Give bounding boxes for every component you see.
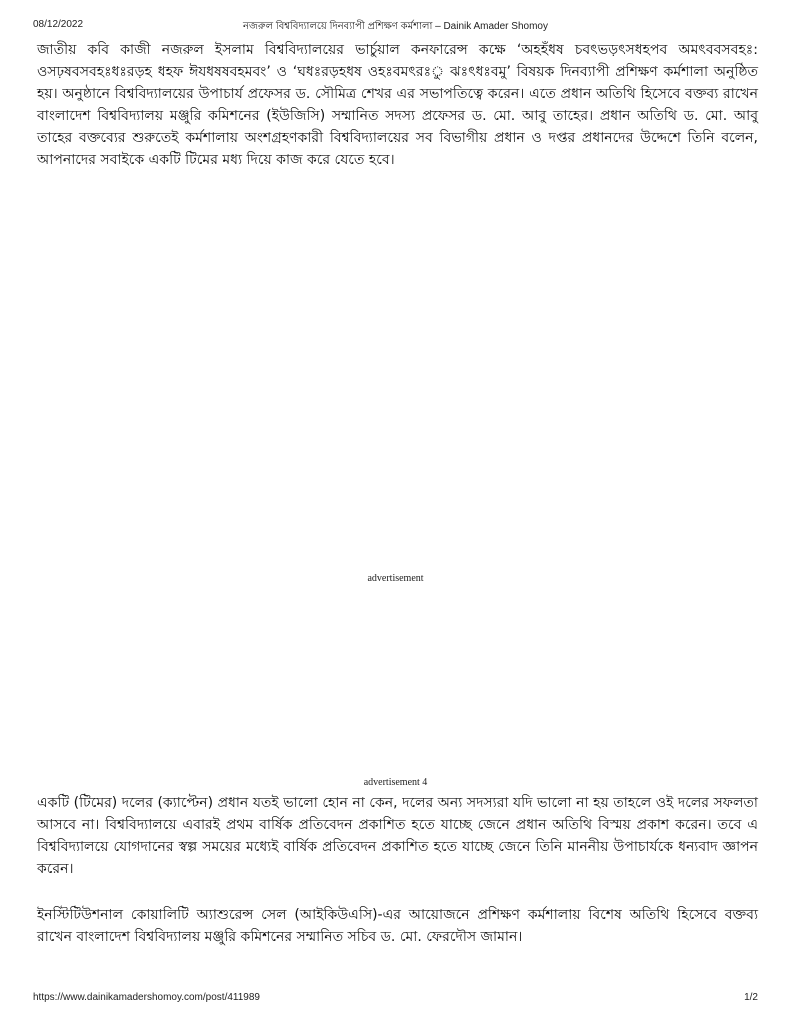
- advertisement-label: advertisement 4: [363, 777, 428, 788]
- page-title: নজরুল বিশ্ববিদ্যালয়ে দিনব্যাপী প্রশিক্ষণ কর্মশালা – Dainik Amader Shomoy: [243, 21, 548, 32]
- article-paragraph: জাতীয় কবি কাজী নজরুল ইসলাম বিশ্ববিদ্যালয়ের ভার্চুয়াল কনফারেন্স কক্ষে ‘অহহঁধষ চবৎভড়ৎসধহপব অমৎববসবহঃ: ওসঢ়ষবসবহঃধঃরড়হ ধহফ ঈযধষষবহমবং’ ও ‘ঘধঃরড়হধষ ওহঃবমৎরঃু ঝঃৎধঃবমু’ বিষয়ক দিনব্যাপী প্রশিক্ষণ কর্মশালা অনুষ্ঠিত হয়। অনুষ্ঠানে বিশ্ববিদ্যালয়ের উপাচার্য প্রফেসর ড. সৌমিত্র শেখর এর সভাপতিত্বে করেন। এতে প্রধান অতিথি হিসেবে বক্তব্য রাখেন বাংলাদেশ বিশ্ববিদ্যালয় মঞ্জুরি কমিশনের (ইউজিসি) সম্মানিত সদস্য প্রফেসর ড. মো. আবু তাহের। প্রধান অতিথি ড. মো. আবু তাহের বক্তব্যের শুরুতেই কর্মশালায় অংশগ্রহণকারী বিশ্ববিদ্যালয়ের সব বিভাগীয় প্রধান ও দপ্তর প্রধানদের উদ্দেশে তিনি বলেন, আপনাদের সবাইকে একটি টিমের মধ্য দিয়ে কাজ করে যেতে হবে।: [37, 42, 758, 168]
- print-date: 08/12/2022: [33, 19, 84, 30]
- article-paragraph: একটি (টিমের) দলের (ক্যাপ্টেন) প্রধান যতই ভালো হোন না কেন, দলের অন্য সদস্যরা যদি ভালো না হয় তাহলে ওই দলের সফলতা আসবে না। বিশ্ববিদ্যালয়ে এবারই প্রথম বার্ষিক প্রতিবেদন প্রকাশিত হতে যাচ্ছে জেনে প্রধান অতিথি বিস্ময় প্রকাশ করেন। তবে এ বিশ্ববিদ্যালয়ে যোগদানের স্বল্প সময়ের মধ্যেই বার্ষিক প্রতিবেদন প্রকাশিত হতে যাচ্ছে জেনে তিনি মাননীয় উপাচার্যকে ধন্যবাদ জ্ঞাপন করেন।: [37, 795, 758, 877]
- advertisement-label: advertisement: [367, 573, 424, 584]
- article-paragraph: ইনস্টিটিউশনাল কোয়ালিটি অ্যাশুরেন্স সেল (আইকিউএসি)-এর আয়োজনে প্রশিক্ষণ কর্মশালায় বিশেষ অতিথি হিসেবে বক্তব্য রাখেন বাংলাদেশ বিশ্ববিদ্যালয় মঞ্জুরি কমিশনের সম্মানিত সচিব ড. মো. ফেরদৌস জামান।: [37, 907, 758, 945]
- page-url[interactable]: https://www.dainikamadershomoy.com/post/411989: [33, 992, 260, 1003]
- page-number: 1/2: [744, 992, 758, 1003]
